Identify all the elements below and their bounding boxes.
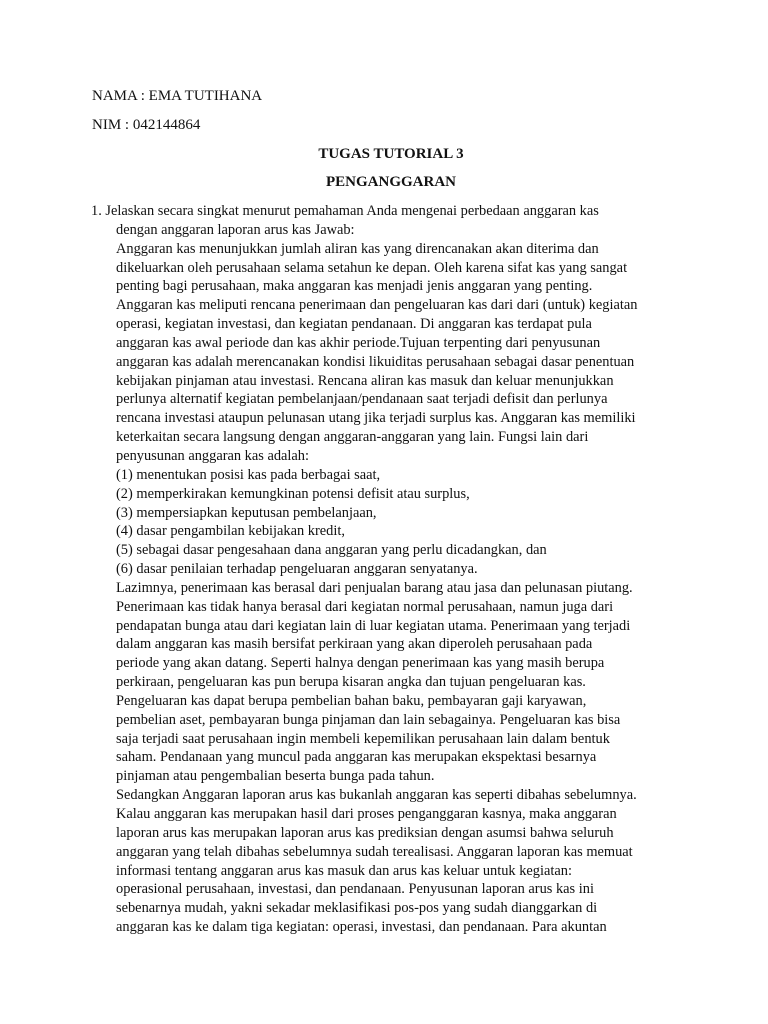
body-line: Kalau anggaran kas merupakan hasil dari proses penganggaran kasnya, maka anggaran (116, 806, 617, 822)
body-line: periode yang akan datang. Seperti halnya dengan penerimaan kas yang masih berupa (116, 655, 605, 672)
answer-paragraphs (0, 221, 768, 937)
student-id: NIM : 042144864 (92, 117, 201, 133)
body-line: (3) mempersiapkan keputusan pembelanjaan, (116, 504, 377, 521)
body-line: anggaran kas ke dalam tiga kegiatan: operasi, investasi, dan pendanaan. Para akuntan (116, 919, 607, 936)
body-line: keterkaitan secara langsung dengan anggaran-anggaran yang lain. Fungsi lain dari (116, 429, 589, 446)
body-line: saham. Pendanaan yang muncul pada anggaran kas merupakan ekspektasi besarnya (116, 749, 597, 766)
body-line: dengan anggaran laporan arus kas Jawab: (116, 221, 355, 238)
student-name: NAMA : EMA TUTIHANA (92, 88, 263, 104)
body-line: (4) dasar pengambilan kebijakan kredit, (116, 523, 345, 540)
body-line: operasional perusahaan, investasi, dan pendanaan. Penyusunan laporan arus kas ini (116, 881, 594, 898)
body-line: perkiraan, pengeluaran kas pun berupa kisaran angka dan tujuan pengeluaran kas. (116, 674, 586, 691)
body-line: Penerimaan kas tidak hanya berasal dari kegiatan normal perusahaan, namun juga dari (116, 598, 614, 615)
body-line: pinjaman atau pengembalian beserta bunga pada tahun. (116, 768, 435, 785)
body-line: pendapatan bunga atau dari kegiatan lain di luar kegiatan utama. Penerimaan yang terjadi (116, 617, 631, 634)
body-line: operasi, kegiatan investasi, dan kegiatan pendanaan. Di anggaran kas terdapat pula (116, 316, 592, 333)
body-line: Anggaran kas menunjukkan jumlah aliran kas yang direncanakan akan diterima dan (116, 240, 599, 257)
body-line: laporan arus kas merupakan laporan arus kas prediksian dengan asumsi bahwa seluruh (116, 824, 614, 841)
body-line: Sedangkan Anggaran laporan arus kas bukanlah anggaran kas seperti dibahas sebelumnya. (116, 787, 637, 804)
body-line: sebenarnya mudah, yakni sekadar meklasifikasi pos-pos yang sudah dianggarkan di (116, 900, 598, 917)
body-line: informasi tentang anggaran arus kas masuk dan arus kas keluar untuk kegiatan: (116, 862, 572, 879)
body-line: (5) sebagai dasar pengesahaan dana anggaran yang perlu dicadangkan, dan (116, 542, 547, 559)
body-line: anggaran yang telah dibahas sebelumnya sudah terealisasi. Anggaran laporan kas memuat (116, 843, 633, 860)
body-line: anggaran kas awal periode dan kas akhir periode.Tujuan terpenting dari penyusunan (116, 334, 601, 351)
body-line: (2) memperkirakan kemungkinan potensi defisit atau surplus, (116, 485, 470, 502)
body-line: anggaran kas adalah merencanakan kondisi likuiditas perusahaan sebagai dasar penentuan (116, 353, 635, 370)
body-line: Pengeluaran kas dapat berupa pembelian bahan baku, pembayaran gaji karyawan, (116, 692, 587, 709)
body-line: Lazimnya, penerimaan kas berasal dari penjualan barang atau jasa dan pelunasan piutang. (116, 579, 633, 596)
body-line: pembelian aset, pembayaran bunga pinjaman dan lain sebagainya. Pengeluaran kas bisa (116, 711, 621, 728)
assignment-title: TUGAS TUTORIAL 3 (318, 146, 464, 162)
body-line: dikeluarkan oleh perusahaan selama setahun ke depan. Oleh karena sifat kas yang sangat (116, 259, 628, 276)
body-line: (1) menentukan posisi kas pada berbagai saat, (116, 466, 381, 483)
body-line: kebijakan pinjaman atau investasi. Rencana aliran kas masuk dan keluar menunjukkan (116, 372, 614, 389)
body-line: perlunya alternatif kegiatan pembelanjaan/pendanaan saat terjadi defisit dan perlunya (116, 391, 608, 408)
body-line: dalam anggaran kas masih bersifat perkiraan yang akan diperoleh perusahaan pada (116, 636, 593, 653)
question-line: 1. Jelaskan secara singkat menurut pemahaman Anda mengenai perbedaan anggaran kas (91, 203, 599, 219)
body-line: saja terjadi saat perusahaan ingin membeli kepemilikan perusahaan lain dalam bentuk (116, 730, 610, 747)
assignment-subtitle: PENGANGGARAN (326, 174, 456, 190)
body-line: penting bagi perusahaan, maka anggaran kas menjadi jenis anggaran yang penting. (116, 278, 593, 295)
body-line: (6) dasar penilaian terhadap pengeluaran anggaran senyatanya. (116, 561, 478, 578)
body-line: rencana investasi ataupun pelunasan utang jika terjadi surplus kas. Anggaran kas memiliki (116, 410, 636, 427)
body-line: Anggaran kas meliputi rencana penerimaan dan pengeluaran kas dari dari (untuk) kegiatan (116, 297, 638, 314)
answer-body (0, 202, 768, 937)
body-line: penyusunan anggaran kas adalah: (116, 447, 310, 464)
